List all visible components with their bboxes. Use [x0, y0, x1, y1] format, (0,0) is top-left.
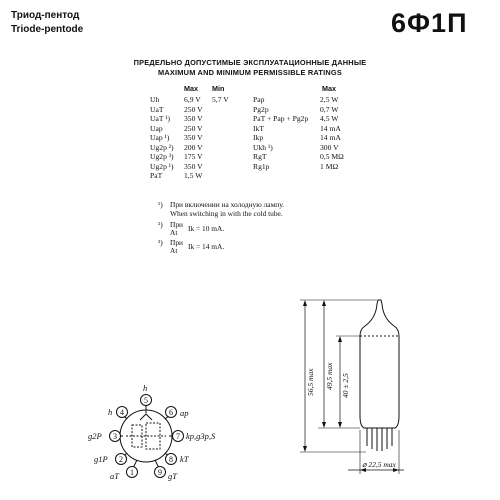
table-cell: 6,9 V — [184, 95, 201, 104]
pin-label: 8 — [169, 455, 173, 464]
footnote-2-value: Ik = 10 mA. — [188, 224, 225, 233]
table-cell: 0,7 W — [320, 104, 339, 114]
pin-function-label: gT — [168, 471, 177, 481]
left-max-column — [184, 95, 203, 181]
table-cell: 1,5 W — [184, 171, 203, 180]
left-max-header: Max — [184, 84, 198, 93]
tube-type-en: Triode-pentode — [11, 24, 84, 35]
pin-label: 7 — [176, 432, 180, 441]
footnote-3-value: Ik = 14 mA. — [188, 242, 225, 251]
footnote-1-en: When switching in with the cold tube. — [170, 209, 283, 218]
table-row: UaT — [150, 104, 164, 114]
section-title-ru: ПРЕДЕЛЬНО ДОПУСТИМЫЕ ЭКСПЛУАТАЦИОННЫЕ ДАННЫЕ — [133, 58, 367, 67]
table-row: Ukh ¹) — [253, 142, 273, 152]
pin-label: 2 — [119, 455, 123, 464]
pin-label: 3 — [113, 432, 117, 441]
footnote-1-ru: При включении на холодную лампу. — [170, 200, 285, 209]
right-max-column — [320, 95, 344, 171]
table-row: RgT — [253, 152, 267, 161]
table-row: PaT + Pap + Pg2p — [253, 114, 309, 123]
table-cell: 250 V — [184, 104, 203, 114]
left-param-column — [150, 95, 174, 181]
footnote-3-at: At — [170, 246, 178, 255]
table-row: Uh — [150, 95, 160, 104]
table-cell: 2,5 W — [320, 95, 339, 104]
table-row: Pg2p — [253, 104, 269, 114]
table-cell: 0,5 MΩ — [320, 152, 344, 161]
table-row: Rg1p — [253, 161, 270, 171]
pin-function-label: ap — [180, 408, 189, 418]
tube-outline-drawing — [290, 290, 420, 495]
left-min-header: Min — [212, 84, 225, 93]
table-cell: 300 V — [320, 142, 339, 152]
table-cell: 250 V — [184, 123, 203, 133]
pin-label: 5 — [144, 396, 148, 405]
pin-function-label: h — [143, 383, 148, 393]
table-row: Ug2p ³) — [150, 152, 174, 161]
pin-function-label: h — [108, 407, 113, 417]
table-cell: 14 mA — [320, 123, 341, 133]
table-cell: 14 mA — [320, 133, 341, 142]
table-cell: 350 V — [184, 114, 203, 123]
footnote-1-mark: ¹) — [158, 200, 163, 209]
dim-total-height: 56,5 max — [306, 368, 315, 396]
table-row: Uap — [150, 123, 163, 133]
tube-model: 6Ф1П — [391, 8, 468, 38]
table-cell: 200 V — [184, 142, 203, 152]
dim-inner-height: 40 ± 2,5 — [341, 373, 350, 398]
tube-envelope — [360, 304, 399, 428]
section-title-en: MAXIMUM AND MINIMUM PERMISSIBLE RATINGS — [158, 68, 342, 77]
footnote-2-mark: ²) — [158, 220, 163, 229]
tube-tip — [377, 300, 382, 304]
right-param-column — [253, 95, 308, 171]
table-row: PaT — [150, 171, 163, 180]
table-row: Ikp — [253, 133, 264, 142]
pin-label: 6 — [169, 408, 173, 417]
table-row: IkT — [253, 123, 264, 133]
table-cell: 350 V — [184, 133, 203, 142]
table-row: Ug2p ²) — [150, 142, 174, 152]
footnote-2-pri: При — [170, 220, 183, 229]
table-cell: 350 V — [184, 161, 203, 171]
left-min-column — [212, 95, 229, 105]
pin-function-label: aT — [110, 471, 119, 481]
table-row: Ug2p ¹) — [150, 161, 174, 171]
base-pinout-diagram — [70, 378, 220, 498]
pin-function-label: kT — [180, 454, 189, 464]
tube-type-ru: Триод-пентод — [11, 10, 80, 21]
pin-label: 9 — [158, 468, 162, 477]
table-row: Pap — [253, 95, 265, 104]
table-row: Uap ¹) — [150, 133, 170, 142]
footnote-3-pri: При — [170, 238, 183, 247]
footnote-2-at: At — [170, 228, 178, 237]
pin-function-label: g2P — [88, 431, 102, 441]
table-cell: 4,5 W — [320, 114, 339, 123]
table-row: UaT ¹) — [150, 114, 171, 123]
pin-function-label: g1P — [94, 454, 108, 464]
pin-label: 4 — [120, 408, 124, 417]
dim-body-height: 49,5 max — [325, 362, 334, 390]
table-cell: 175 V — [184, 152, 203, 161]
dim-diameter: ⌀ 22,5 max — [362, 460, 396, 469]
right-max-header: Max — [322, 84, 336, 93]
table-cell: 1 MΩ — [320, 161, 339, 171]
pin-label: 1 — [130, 468, 134, 477]
table-cell: 5,7 V — [212, 95, 229, 104]
pin-function-label: kp,g3p,S — [186, 431, 216, 441]
footnote-3-mark: ³) — [158, 238, 163, 247]
